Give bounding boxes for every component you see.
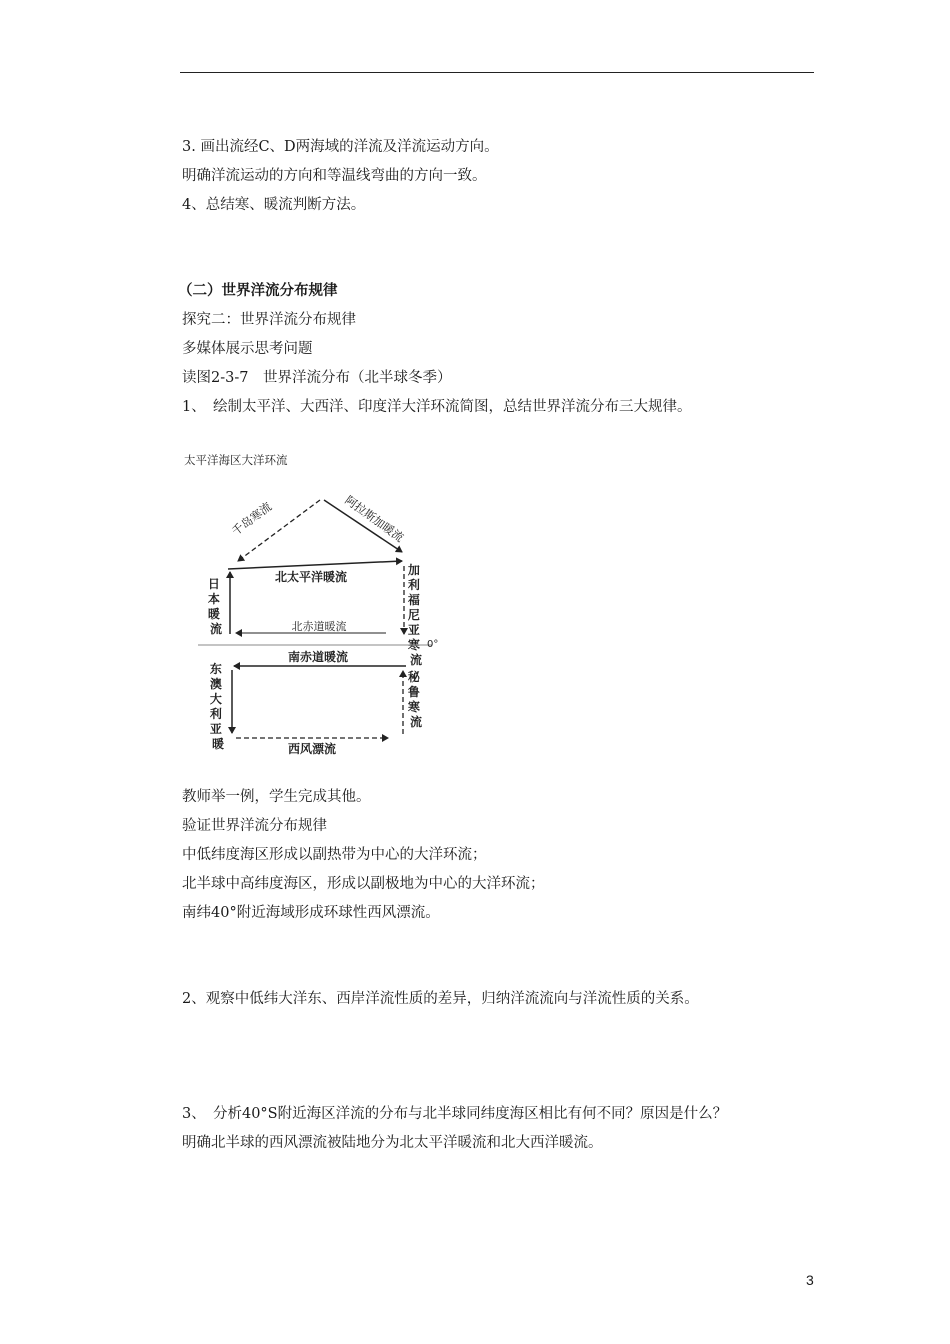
east-australian-char: 亚 — [209, 722, 222, 736]
peru-char: 流 — [409, 715, 423, 729]
east-australian-char: 东 — [209, 662, 222, 676]
text-line: 教师举一例，学生完成其他。 — [182, 789, 371, 805]
text-line: 多媒体展示思考问题 — [182, 341, 313, 357]
north-pacific-current-arrow — [228, 561, 402, 569]
california-char: 利 — [407, 578, 420, 592]
kuroshio-char: 暖 — [207, 607, 220, 621]
california-char: 尼 — [407, 608, 420, 622]
california-current-label — [407, 562, 424, 667]
peru-char: 秘 — [407, 670, 420, 684]
kuroshio-char: 本 — [207, 592, 220, 606]
kuroshio-current-label — [208, 577, 224, 636]
equator-label: 0° — [427, 639, 439, 650]
california-char: 流 — [409, 653, 423, 667]
north-pacific-current-label: 北太平洋暖流 — [274, 570, 348, 584]
question-2: 2、观察中低纬大洋东、西岸洋流性质的差异，归纳洋流流向与洋流性质的关系。 — [182, 991, 699, 1007]
kuroshio-char: 流 — [209, 622, 223, 636]
north-equatorial-current-label: 北赤道暖流 — [291, 620, 347, 633]
california-char: 加 — [407, 563, 420, 577]
text-line: 北半球中高纬度海区，形成以副极地为中心的大洋环流； — [182, 876, 545, 892]
text-line: 南纬40°附近海域形成环球性西风漂流。 — [182, 905, 440, 921]
text-line: 明确洋流运动的方向和等温线弯曲的方向一致。 — [182, 168, 487, 184]
text-line: 探究二：世界洋流分布规律 — [182, 312, 356, 328]
diagram-title: 太平洋海区大洋环流 — [184, 453, 288, 467]
figure-reference: 读图2-3-7 世界洋流分布（北半球冬季） — [182, 370, 452, 386]
text-line: 明确北半球的西风漂流被陆地分为北太平洋暖流和北大西洋暖流。 — [182, 1135, 603, 1151]
east-australian-char: 利 — [209, 707, 222, 721]
question-1: 1、 绘制太平洋、大西洋、印度洋大洋环流简图，总结世界洋流分布三大规律。 — [182, 399, 692, 415]
south-equatorial-current-label: 南赤道暖流 — [287, 650, 349, 664]
east-australian-char: 大 — [209, 692, 222, 706]
peru-char: 鲁 — [407, 685, 420, 699]
california-char: 福 — [407, 593, 420, 607]
east-australian-char: 澳 — [209, 677, 222, 691]
east-australian-char: 暖 — [211, 737, 225, 751]
alaska-current-label: 阿拉斯加暖流 — [342, 492, 407, 545]
page-number: 3 — [806, 1272, 814, 1288]
peru-char: 寒 — [407, 700, 420, 714]
west-wind-drift-label: 西风漂流 — [287, 742, 337, 756]
header-rule — [180, 72, 814, 73]
text-line: 中低纬度海区形成以副热带为中心的大洋环流； — [182, 847, 487, 863]
east-australian-current-label — [209, 661, 226, 751]
text-line: 验证世界洋流分布规律 — [182, 818, 327, 834]
california-char: 寒 — [407, 638, 420, 652]
chishima-current-arrow — [238, 500, 320, 561]
chishima-current-label: 千岛寒流 — [229, 499, 275, 539]
section-heading: （二）世界洋流分布规律 — [178, 283, 338, 299]
text-line: 3. 画出流经C、D两海域的洋流及洋流运动方向。 — [182, 139, 499, 155]
california-char: 亚 — [407, 623, 420, 637]
question-3: 3、 分析40°S附近海区洋流的分布与北半球同纬度海区相比有何不同？原因是什么？ — [182, 1106, 728, 1122]
text-line: 4、总结寒、暖流判断方法。 — [182, 197, 366, 213]
pacific-gyre-diagram — [176, 448, 446, 760]
peru-current-label — [408, 669, 424, 729]
kuroshio-char: 日 — [207, 577, 220, 591]
